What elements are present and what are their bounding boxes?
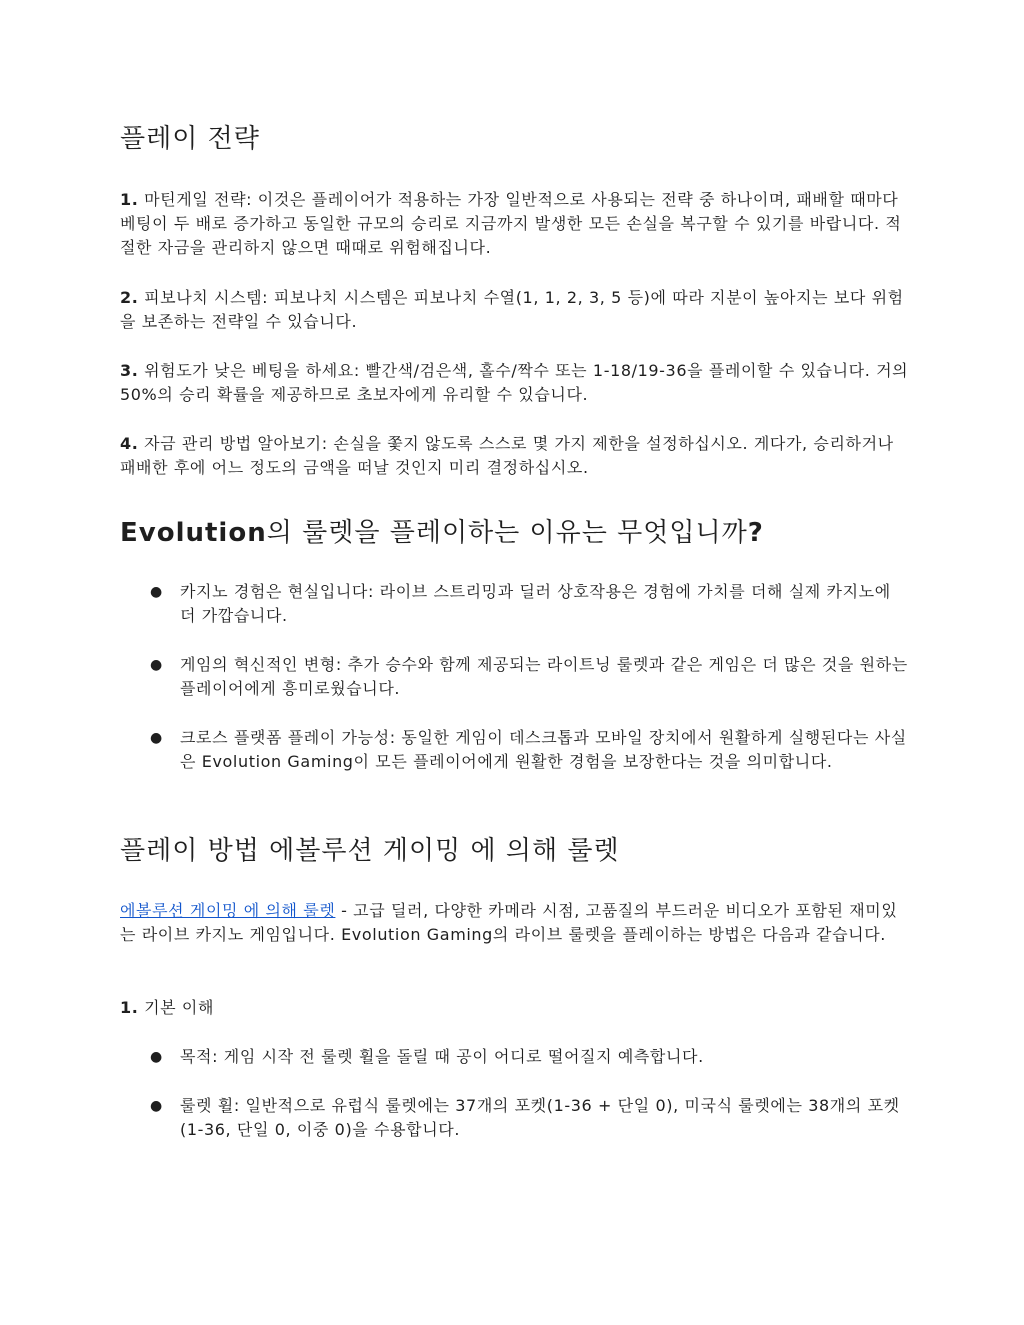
strategy-item-3 [120,359,910,407]
section-heading-strategy: 플레이 전략 [120,124,260,154]
list-item-text: 룰렛 휠: 일반적으로 유럽식 룰렛에는 37개의 포켓(1-36 + 단일 0), 미국식 룰렛에는 38개의 포켓(1-36, 단일 0, 이중 0)을 수용합니다. [180,1096,900,1139]
bullet-icon: ● [150,1049,163,1065]
item-number: 2. [120,288,139,307]
bullet-icon: ● [150,657,163,673]
bullet-icon: ● [150,1098,163,1114]
section-heading-why-evolution [120,512,764,549]
item-number: 1. [120,190,139,209]
heading-question-mark: ? [747,518,764,548]
section-heading-how-to-play: 플레이 방법 에볼루션 게이밍 에 의해 룰렛 [120,836,620,866]
list-item-text: 목적: 게임 시작 전 룰렛 휠을 돌릴 때 공이 어디로 떨어질지 예측합니다. [180,1047,704,1066]
how-to-play-intro [120,899,910,947]
bullet-icon: ● [150,584,163,600]
item-text: 마틴게일 전략: 이것은 플레이어가 적용하는 가장 일반적으로 사용되는 전략 중 하나이며, 패배할 때마다 베팅이 두 배로 증가하고 동일한 규모의 승리로 지금까지 발생한 모든 손실을 복구할 수 있기를 바랍니다. 적절한 자금을 관리하지 않으면 때때로 위험해집니다. [120,190,902,257]
list-item-text: 게임의 혁신적인 변형: 추가 승수와 함께 제공되는 라이트닝 룰렛과 같은 게임은 더 많은 것을 원하는 플레이어에게 흥미로웠습니다. [180,655,908,698]
list-item-text: 카지노 경험은 현실입니다: 라이브 스트리밍과 딜러 상호작용은 경험에 가치를 더해 실제 카지노에 더 가깝습니다. [180,582,891,625]
item-number: 3. [120,361,139,380]
strategy-item-1 [120,188,910,260]
heading-text: 의 룰렛을 플레이하는 이유는 무엇입니까 [266,518,748,548]
item-text: 피보나치 시스템: 피보나치 시스템은 피보나치 수열(1, 1, 2, 3, 5 등)에 따라 지분이 높아지는 보다 위험을 보존하는 전략일 수 있습니다. [120,288,904,331]
list-item [150,580,910,628]
heading-brand: Evolution [120,518,267,548]
bullet-icon: ● [150,730,163,746]
item-number: 4. [120,434,139,453]
item-text: 위험도가 낮은 베팅을 하세요: 빨간색/검은색, 홀수/짝수 또는 1-18/19-36을 플레이할 수 있습니다. 거의 50%의 승리 확률을 제공하므로 초보자에게 유리할 수 있습니다. [120,361,909,404]
intro-text: - 고급 딜러, 다양한 카메라 시점, 고품질의 부드러운 비디오가 포함된 재미있는 라이브 카지노 게임입니다. Evolution Gaming의 라이브 룰렛을 플레이하는 방법은 다음과 같습니다. [120,901,898,944]
list-item [150,653,910,701]
list-item [150,1045,910,1069]
strategy-item-2 [120,286,910,334]
list-item [150,1094,910,1142]
list-item [150,726,910,774]
subheading-text: 기본 이해 [138,998,215,1017]
item-text: 자금 관리 방법 알아보기: 손실을 쫓지 않도록 스스로 몇 가지 제한을 설정하십시오. 게다가, 승리하거나 패배한 후에 어느 정도의 금액을 떠날 것인지 미리 결정하십시오. [120,434,894,477]
basics-subheading [120,996,910,1020]
strategy-item-4 [120,432,910,480]
evolution-roulette-link[interactable]: 에볼루션 게이밍 에 의해 룰렛 [120,901,336,920]
item-number: 1. [120,998,139,1017]
list-item-text: 크로스 플랫폼 플레이 가능성: 동일한 게임이 데스크톱과 모바일 장치에서 원활하게 실행된다는 사실은 Evolution Gaming이 모든 플레이어에게 원활한 경험을 보장한다는 것을 의미합니다. [180,728,907,771]
